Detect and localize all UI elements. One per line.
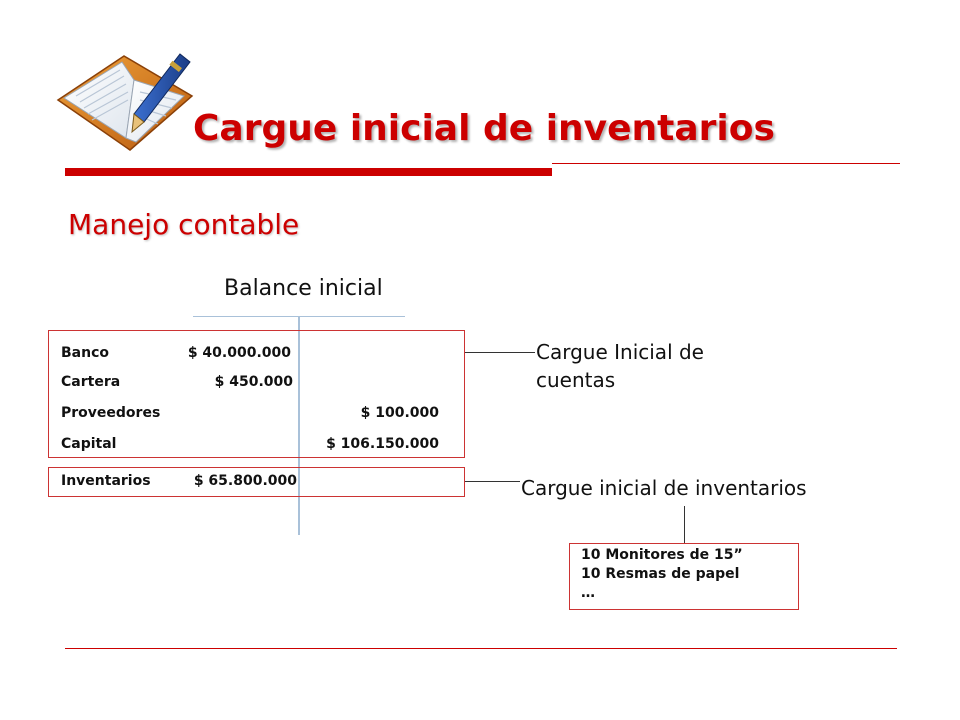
connector-inventory xyxy=(465,481,520,482)
account-name-cartera: Cartera xyxy=(61,374,121,390)
account-debit-cartera: $ 450.000 xyxy=(214,374,293,390)
account-debit-inventarios: $ 65.800.000 xyxy=(193,473,297,489)
title-underline-thick xyxy=(65,168,552,176)
account-debit-banco: $ 40.000.000 xyxy=(187,345,291,361)
balance-title: Balance inicial xyxy=(224,276,383,301)
label-accounts xyxy=(536,338,836,394)
connector-detail xyxy=(684,506,685,543)
detail-line: 10 Monitores de 15” xyxy=(581,547,743,563)
account-name-inventarios: Inventarios xyxy=(61,473,151,489)
detail-line: 10 Resmas de papel xyxy=(581,566,740,582)
slide-title: Cargue inicial de inventarios xyxy=(193,108,775,149)
label-accounts-line2: cuentas xyxy=(536,368,616,392)
detail-line: … xyxy=(581,585,595,601)
label-inventory: Cargue inicial de inventarios xyxy=(521,476,807,500)
account-name-proveedores: Proveedores xyxy=(61,405,161,421)
open-book-with-pen-icon xyxy=(52,38,202,163)
label-accounts-line1: Cargue Inicial de xyxy=(536,340,704,364)
account-name-capital: Capital xyxy=(61,436,117,452)
title-underline-thin xyxy=(552,163,900,164)
account-credit-proveedores: $ 100.000 xyxy=(360,405,439,421)
account-credit-capital: $ 106.150.000 xyxy=(326,436,439,452)
subtitle: Manejo contable xyxy=(68,208,300,241)
account-name-banco: Banco xyxy=(61,345,110,361)
connector-accounts xyxy=(465,352,535,353)
bottom-rule xyxy=(65,648,897,649)
